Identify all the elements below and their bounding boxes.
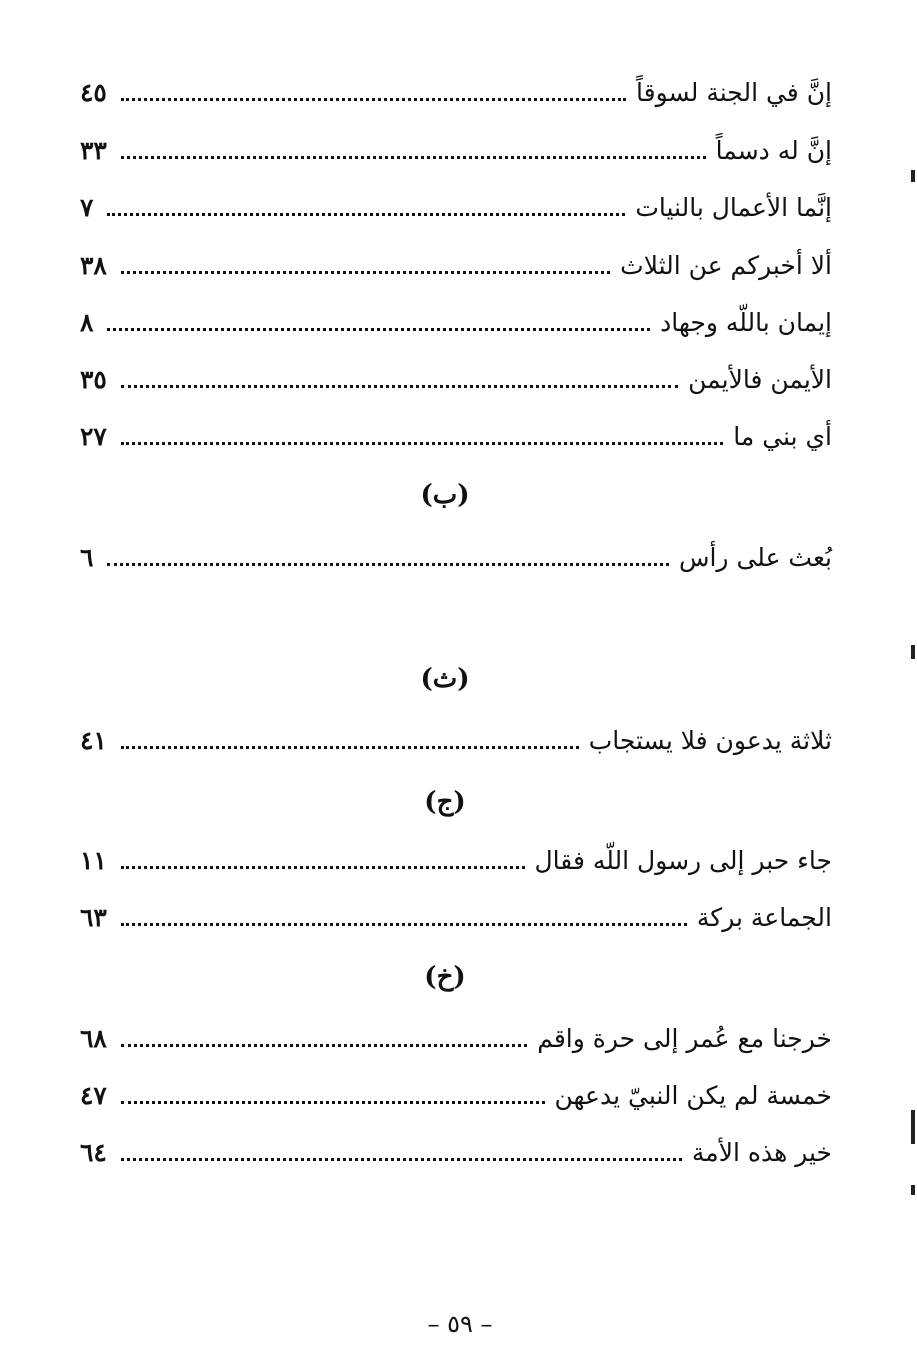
entry-page-number: ٧: [80, 192, 94, 222]
index-entry: [80, 720, 832, 760]
entry-page-number: ٣٨: [80, 250, 107, 280]
index-entry: [80, 1132, 832, 1172]
entry-page-number: ٦٤: [80, 1137, 107, 1167]
index-entry: [80, 840, 832, 880]
entry-title: إنَّما الأعمال بالنيات: [635, 192, 832, 222]
entry-page-number: ٦٨: [80, 1023, 107, 1053]
entry-title: خير هذه الأمة: [691, 1137, 832, 1167]
entry-title: أي بني ما: [733, 421, 832, 451]
section-heading-tha: (ث): [420, 664, 470, 694]
scan-edge-mark: [911, 170, 915, 182]
dot-leader: [121, 385, 678, 388]
index-entry: [80, 187, 832, 227]
index-entry: [80, 302, 832, 342]
dot-leader: [121, 442, 723, 445]
index-entry: [80, 245, 832, 285]
dot-leader: [121, 1044, 527, 1047]
dot-leader: [121, 923, 687, 926]
entry-title: إيمان باللّه وجهاد: [660, 307, 832, 337]
dot-leader: [121, 156, 706, 159]
entry-title: ألا أخبركم عن الثلاث: [620, 250, 832, 280]
entry-title: الجماعة بركة: [696, 902, 832, 932]
entry-page-number: ٨: [80, 307, 94, 337]
dot-leader: [107, 213, 625, 216]
entry-title: إنَّ في الجنة لسوقاً: [636, 77, 832, 107]
dot-leader: [121, 866, 525, 869]
dot-leader: [121, 1158, 682, 1161]
entry-title: خرجنا مع عُمر إلى حرة واقم: [537, 1023, 832, 1053]
index-entry: [80, 897, 832, 937]
section-heading-kha: (خ): [424, 962, 466, 992]
footer-page-number: – ٥٩ –: [427, 1310, 493, 1338]
index-entry: [80, 537, 832, 577]
entry-page-number: ٣٥: [80, 364, 107, 394]
entry-page-number: ٤١: [80, 725, 107, 755]
entry-page-number: ٣٣: [80, 135, 107, 165]
index-entry: [80, 1018, 832, 1058]
section-heading-ba: (ب): [420, 480, 470, 510]
index-entry: [80, 359, 832, 399]
dot-leader: [121, 1101, 545, 1104]
entry-title: الأيمن فالأيمن: [688, 364, 832, 394]
entry-title: إنَّ له دسماً: [715, 135, 832, 165]
entry-page-number: ٦: [80, 542, 94, 572]
scan-edge-mark: [911, 645, 915, 659]
entry-title: خمسة لم يكن النبيّ يدعهن: [554, 1080, 832, 1110]
entry-page-number: ٤٧: [80, 1080, 107, 1110]
scan-edge-mark: [911, 1110, 915, 1144]
dot-leader: [121, 746, 579, 749]
index-entry: [80, 130, 832, 170]
entry-page-number: ٢٧: [80, 421, 107, 451]
dot-leader: [121, 271, 610, 274]
entry-title: بُعث على رأس: [678, 542, 832, 572]
entry-title: جاء حبر إلى رسول اللّه فقال: [534, 845, 832, 875]
dot-leader: [107, 563, 669, 566]
index-entry: [80, 72, 832, 112]
index-entry: [80, 416, 832, 456]
entry-page-number: ٤٥: [80, 77, 107, 107]
index-entry: [80, 1075, 832, 1115]
dot-leader: [121, 98, 626, 101]
entry-title: ثلاثة يدعون فلا يستجاب: [588, 725, 832, 755]
entry-page-number: ٦٣: [80, 902, 107, 932]
section-heading-jim: (ج): [424, 787, 466, 817]
dot-leader: [107, 328, 650, 331]
scan-edge-mark: [911, 1185, 915, 1195]
entry-page-number: ١١: [80, 845, 107, 875]
